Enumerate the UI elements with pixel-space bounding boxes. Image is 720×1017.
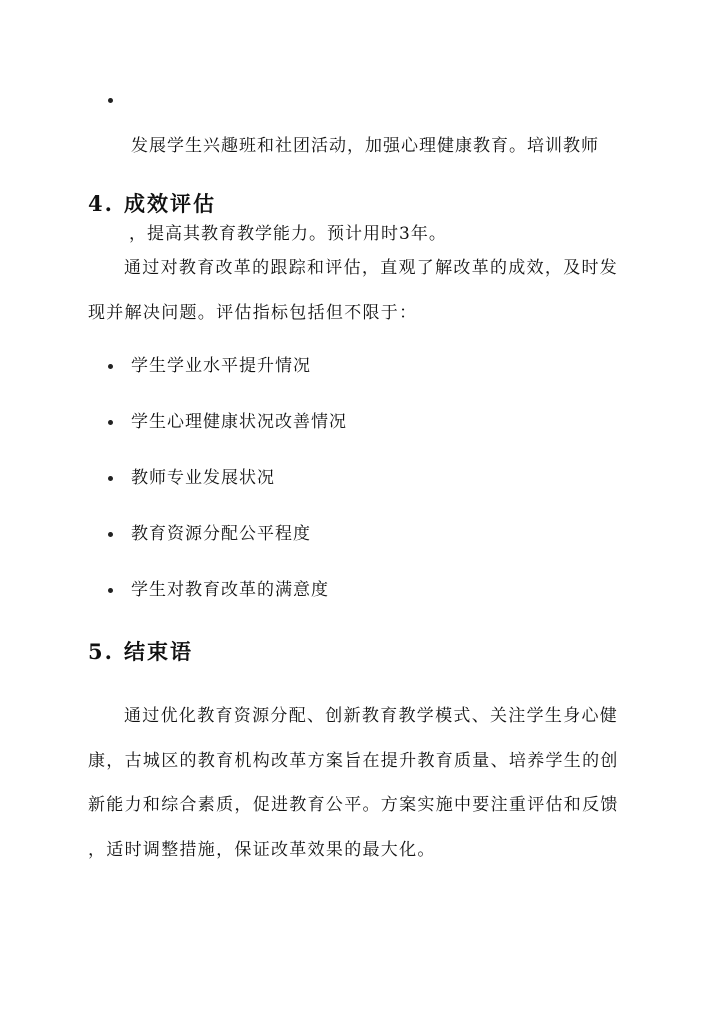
list-item-line: ，提高其教育教学能力。预计用时3年。	[129, 224, 447, 244]
section-title: 结束语	[124, 639, 193, 664]
section-heading	[88, 636, 193, 666]
list-item-text: 教师专业发展状况	[131, 468, 275, 488]
bullet-dot	[108, 532, 113, 537]
bullet-dot	[108, 364, 113, 369]
list-item-line: 发展学生兴趣班和社团活动，加强心理健康教育。培训教师	[131, 136, 599, 156]
paragraph-line: 现并解决问题。评估指标包括但不限于：	[88, 302, 418, 323]
list-item-text: 教育资源分配公平程度	[131, 524, 311, 544]
section-number: 5.	[88, 639, 114, 664]
bullet-dot	[108, 476, 113, 481]
list-item-text: 学生心理健康状况改善情况	[131, 412, 347, 432]
bullet-dot	[108, 588, 113, 593]
section-paragraph	[88, 246, 636, 335]
paragraph-line: ，适时调整措施，保证改革效果的最大化。	[88, 839, 436, 860]
list-item-text: 学生对教育改革的满意度	[131, 580, 329, 600]
bullet-dot	[108, 98, 113, 103]
paragraph-line: 康，古城区的教育机构改革方案旨在提升教育质量、培养学生的创	[88, 750, 619, 771]
list-item-text: 学生学业水平提升情况	[131, 356, 311, 376]
paragraph-line: 新能力和综合素质，促进教育公平。方案实施中要注重评估和反馈	[88, 795, 619, 815]
bullet-dot	[108, 420, 113, 425]
paragraph-line: 通过对教育改革的跟踪和评估，直观了解改革的成效，及时发	[124, 258, 619, 278]
section-heading	[88, 188, 216, 218]
section-paragraph	[88, 694, 636, 872]
section-number: 4.	[88, 191, 114, 216]
paragraph-line: 通过优化教育资源分配、创新教育教学模式、关注学生身心健	[124, 706, 619, 726]
section-title: 成效评估	[124, 191, 216, 216]
